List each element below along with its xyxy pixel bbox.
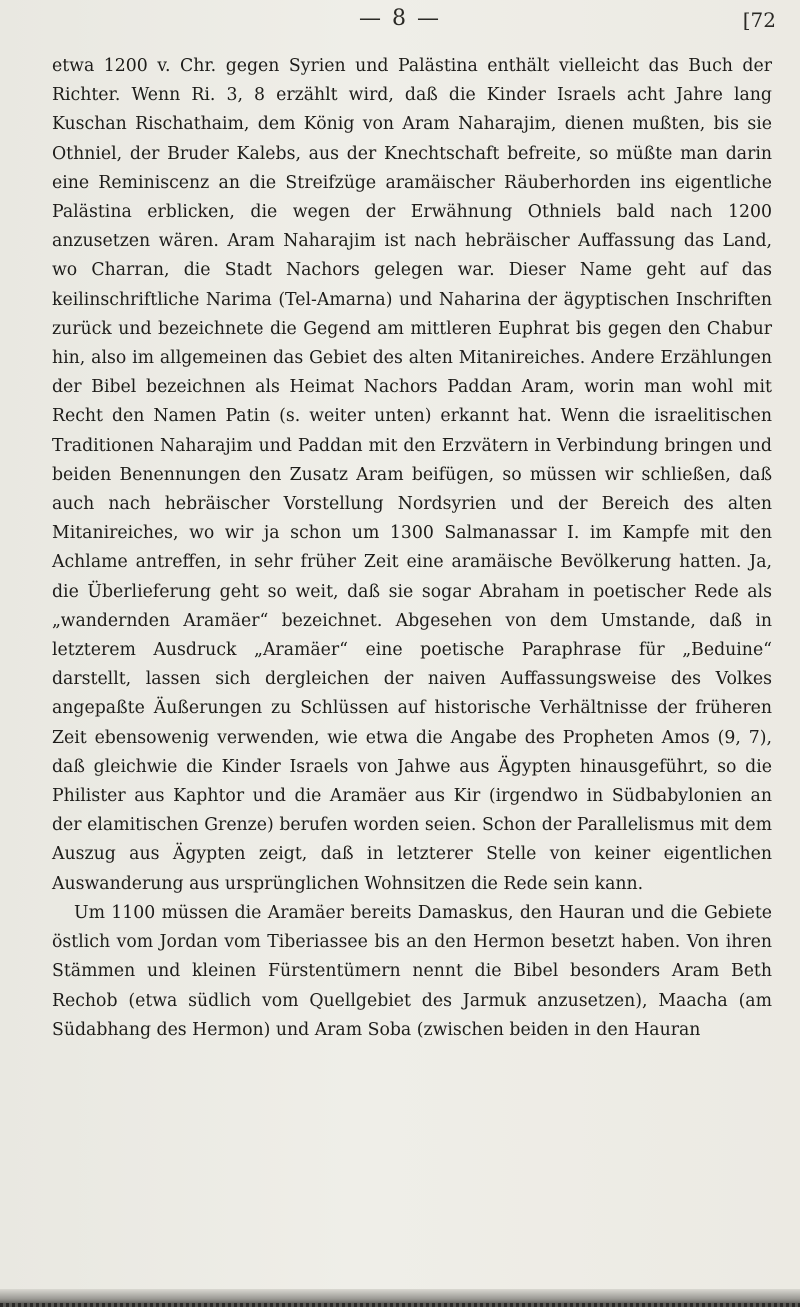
body-text <box>52 52 772 1045</box>
page-header <box>0 6 800 36</box>
page-bottom-edge <box>0 1289 800 1307</box>
paragraph-2: Um 1100 müssen die Aramäer bereits Damaskus, den Hauran und die Gebiete östlich vom Jordan vom Tiberiassee bis an den Hermon besetzt haben. Von ihren Stämmen und kleinen Fürstentümern nennt die Bibel besonders Aram Beth Rechob (etwa südlich vom Quellgebiet des Jarmuk anzusetzen), Maacha (am Südabhang des Hermon) und Aram Soba (zwischen beiden in den Hauran <box>52 902 772 1040</box>
page-number: — 8 — <box>359 6 441 31</box>
page-marker: [72 <box>742 8 776 32</box>
paragraph-1: etwa 1200 v. Chr. gegen Syrien und Palästina enthält vielleicht das Buch der Richter. Wenn Ri. 3, 8 erzählt wird, daß die Kinder Israels acht Jahre lang Kuschan Rischathaim, dem König von Aram Naharajim, dienen mußten, bis sie Othniel, der Bruder Kalebs, aus der Knechtschaft befreite, so müßte man darin eine Reminiscenz an die Streifzüge aramäischer Räuberhorden ins eigentliche Palästina erblicken, die wegen der Erwähnung Othniels bald nach 1200 anzusetzen wären. Aram Naharajim ist nach hebräischer Auffassung das Land, wo Charran, die Stadt Nachors gelegen war. Dieser Name geht auf das keilinschriftliche Narima (Tel-Amarna) und Naharina der ägyptischen Inschriften zurück und bezeichnete die Gegend am mittleren Euphrat bis gegen den Chabur hin, also im allgemeinen das Gebiet des alten Mitanireiches. Andere Erzählungen der Bibel bezeichnen als Heimat Nachors Paddan Aram, worin man wohl mit Recht den Namen Patin (s. weiter unten) erkannt hat. Wenn die israelitischen Traditionen Naharajim und Paddan mit den Erzvätern in Verbindung bringen und beiden Benennungen den Zusatz Aram beifügen, so müssen wir schließen, daß auch nach hebräischer Vorstellung Nordsyrien und der Bereich des alten Mitanireiches, wo wir ja schon um 1300 Salmanassar I. im Kampfe mit den Achlame antreffen, in sehr früher Zeit eine aramäische Bevölkerung hatten. Ja, die Überlieferung geht so weit, daß sie sogar Abraham in poetischer Rede als „wandernden Aramäer“ bezeichnet. Abgesehen von dem Umstande, daß in letzterem Ausdruck „Aramäer“ eine poetische Paraphrase für „Beduine“ darstellt, lassen sich dergleichen der naiven Auffassungsweise des Volkes angepaßte Äußerungen zu Schlüssen auf historische Verhältnisse der früheren Zeit ebensowenig verwenden, wie etwa die Angabe des Propheten Amos (9, 7), daß gleichwie die Kinder Israels von Jahwe aus Ägypten hinausgeführt, so die Philister aus Kaphtor und die Aramäer aus Kir (irgendwo in Südbabylonien an der elamitischen Grenze) berufen worden seien. Schon der Parallelismus mit dem Auszug aus Ägypten zeigt, daß in letzterer Stelle von keiner eigentlichen Auswanderung aus ursprünglichen Wohnsitzen die Rede sein kann. <box>52 56 772 894</box>
